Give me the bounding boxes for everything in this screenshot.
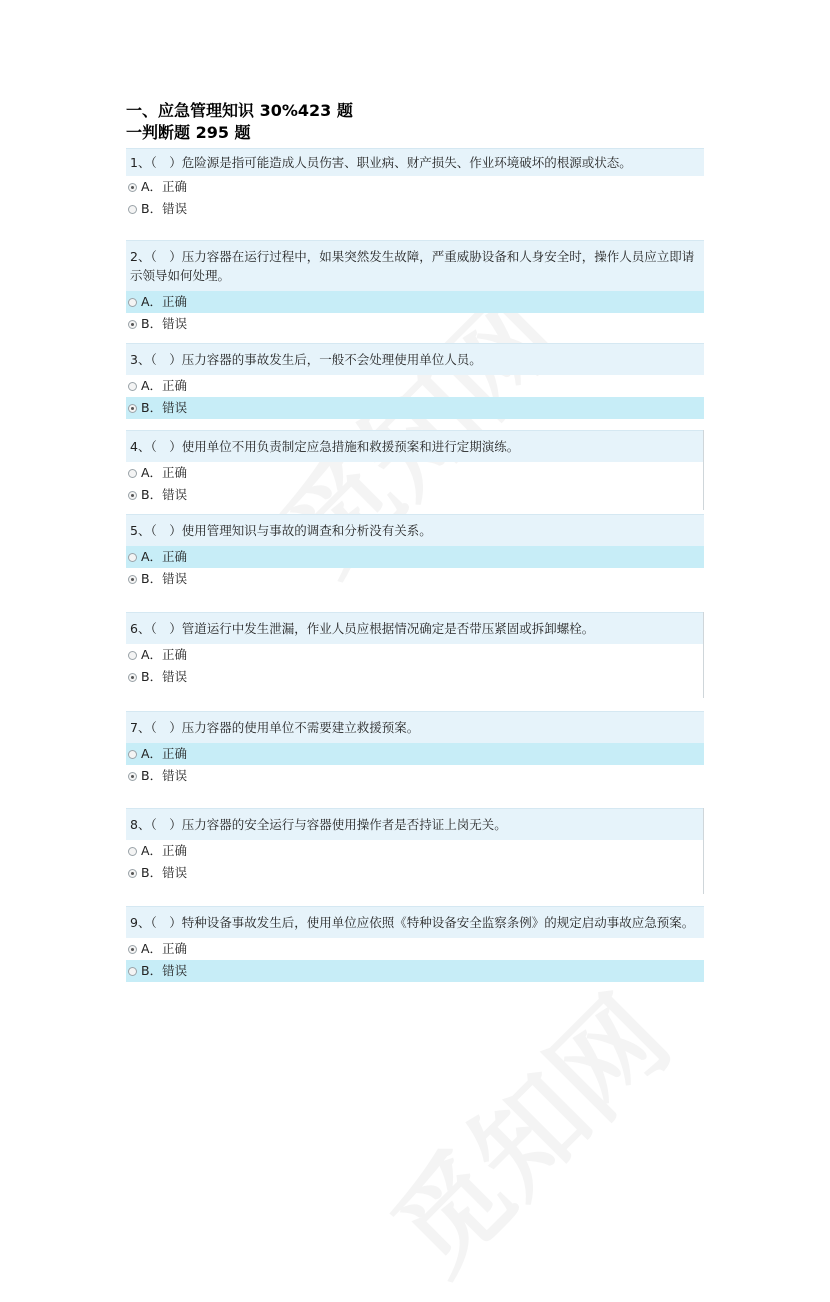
question-1 bbox=[126, 148, 704, 220]
option-b[interactable] bbox=[126, 313, 704, 335]
question-text: 8、（ ）压力容器的安全运行与容器使用操作者是否持证上岗无关。 bbox=[126, 808, 704, 840]
option-b[interactable] bbox=[126, 960, 704, 982]
radio-icon[interactable] bbox=[128, 469, 137, 478]
question-4 bbox=[126, 430, 704, 506]
option-label: A．正确 bbox=[141, 549, 188, 564]
question-text: 1、（ ）危险源是指可能造成人员伤害、职业病、财产损失、作业环境破坏的根源或状态。 bbox=[126, 148, 704, 176]
option-label: A．正确 bbox=[141, 746, 188, 761]
question-text: 4、（ ）使用单位不用负责制定应急措施和救援预案和进行定期演练。 bbox=[126, 430, 704, 462]
option-label: A．正确 bbox=[141, 843, 188, 858]
question-6 bbox=[126, 612, 704, 688]
radio-selected-icon[interactable] bbox=[128, 869, 137, 878]
option-b[interactable] bbox=[126, 862, 704, 884]
question-text: 9、（ ）特种设备事故发生后，使用单位应依照《特种设备安全监察条例》的规定启动事故应急预案。 bbox=[126, 906, 704, 938]
question-text: 3、（ ）压力容器的事故发生后，一般不会处理使用单位人员。 bbox=[126, 343, 704, 375]
option-label: B．错误 bbox=[141, 201, 188, 216]
option-label: B．错误 bbox=[141, 669, 188, 684]
radio-icon[interactable] bbox=[128, 205, 137, 214]
option-b[interactable] bbox=[126, 765, 704, 787]
option-a[interactable] bbox=[126, 743, 704, 765]
question-text: 6、（ ）管道运行中发生泄漏，作业人员应根据情况确定是否带压紧固或拆卸螺栓。 bbox=[126, 612, 704, 644]
radio-icon[interactable] bbox=[128, 553, 137, 562]
option-label: A．正确 bbox=[141, 647, 188, 662]
radio-icon[interactable] bbox=[128, 750, 137, 759]
question-text: 2、（ ）压力容器在运行过程中，如果突然发生故障，严重威胁设备和人身安全时，操作人员应立即请示领导如何处理。 bbox=[126, 240, 704, 291]
option-a[interactable] bbox=[126, 840, 704, 862]
radio-selected-icon[interactable] bbox=[128, 404, 137, 413]
option-label: B．错误 bbox=[141, 400, 188, 415]
radio-icon[interactable] bbox=[128, 651, 137, 660]
option-a[interactable] bbox=[126, 546, 704, 568]
option-label: A．正确 bbox=[141, 941, 188, 956]
radio-icon[interactable] bbox=[128, 847, 137, 856]
question-7 bbox=[126, 711, 704, 787]
option-label: B．错误 bbox=[141, 768, 188, 783]
radio-selected-icon[interactable] bbox=[128, 772, 137, 781]
option-b[interactable] bbox=[126, 666, 704, 688]
radio-icon[interactable] bbox=[128, 298, 137, 307]
option-a[interactable] bbox=[126, 291, 704, 313]
question-3 bbox=[126, 343, 704, 419]
option-a[interactable] bbox=[126, 176, 704, 198]
option-b[interactable] bbox=[126, 198, 704, 220]
option-label: A．正确 bbox=[141, 465, 188, 480]
option-b[interactable] bbox=[126, 484, 704, 506]
option-label: A．正确 bbox=[141, 179, 188, 194]
radio-selected-icon[interactable] bbox=[128, 183, 137, 192]
option-b[interactable] bbox=[126, 568, 704, 590]
option-a[interactable] bbox=[126, 644, 704, 666]
radio-icon[interactable] bbox=[128, 967, 137, 976]
option-label: B．错误 bbox=[141, 963, 188, 978]
option-label: A．正确 bbox=[141, 378, 188, 393]
option-a[interactable] bbox=[126, 462, 704, 484]
question-5 bbox=[126, 514, 704, 590]
option-a[interactable] bbox=[126, 938, 704, 960]
question-text: 5、（ ）使用管理知识与事故的调查和分析没有关系。 bbox=[126, 514, 704, 546]
radio-selected-icon[interactable] bbox=[128, 945, 137, 954]
radio-selected-icon[interactable] bbox=[128, 320, 137, 329]
question-9 bbox=[126, 906, 704, 982]
radio-selected-icon[interactable] bbox=[128, 491, 137, 500]
question-2 bbox=[126, 240, 704, 335]
option-label: A．正确 bbox=[141, 294, 188, 309]
question-text: 7、（ ）压力容器的使用单位不需要建立救援预案。 bbox=[126, 711, 704, 743]
option-b[interactable] bbox=[126, 397, 704, 419]
section-heading: 一、应急管理知识 30%423 题 bbox=[126, 101, 353, 120]
option-label: B．错误 bbox=[141, 487, 188, 502]
question-8 bbox=[126, 808, 704, 884]
radio-selected-icon[interactable] bbox=[128, 673, 137, 682]
subsection-heading: 一判断题 295 题 bbox=[126, 123, 251, 142]
option-a[interactable] bbox=[126, 375, 704, 397]
watermark bbox=[352, 956, 697, 1301]
radio-icon[interactable] bbox=[128, 382, 137, 391]
radio-selected-icon[interactable] bbox=[128, 575, 137, 584]
option-label: B．错误 bbox=[141, 316, 188, 331]
option-label: B．错误 bbox=[141, 571, 188, 586]
option-label: B．错误 bbox=[141, 865, 188, 880]
